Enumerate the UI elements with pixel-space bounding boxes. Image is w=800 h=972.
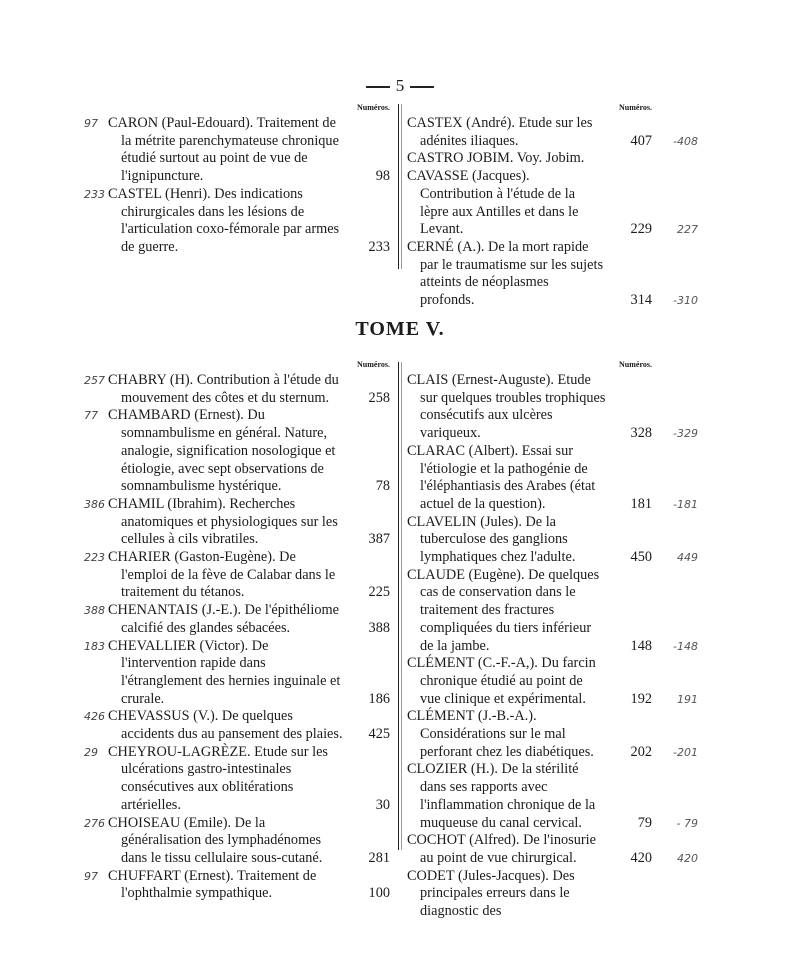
entry-number: 314 — [630, 292, 652, 309]
entry-text: CARON (Paul-Edouard). Traitement de la métrite parenchymateuse chronique étudié surtout au point de vue de l'ignipuncture. — [108, 115, 339, 185]
handwritten-correction: 191 — [677, 692, 698, 706]
catalog-entry — [84, 549, 390, 602]
entry-text: CLÉMENT (C.-F.-A,). Du farcin chronique étudié au point de vue clinique et expérimental. — [407, 655, 596, 707]
entry-number: 100 — [368, 885, 390, 902]
handwritten-correction: 420 — [677, 851, 698, 865]
entry-text: CHOISEAU (Emile). De la généralisation des lymphadénomes dans le tissu cellulaire sous-cutané. — [108, 814, 323, 866]
catalog-entry — [407, 761, 698, 832]
column-header: Numéros. — [357, 103, 390, 112]
entry-number: 281 — [368, 849, 390, 866]
entry-text: CLAVELIN (Jules). De la tuberculose des ganglions lymphatiques chez l'adulte. — [407, 513, 576, 566]
handwritten-correction: -329 — [673, 427, 698, 441]
catalog-entry — [84, 602, 390, 637]
entry-text: CHUFFART (Ernest). Traitement de l'ophthalmie sympathique. — [108, 867, 317, 902]
bottom-column-divider — [398, 362, 399, 850]
column-header: Numéros. — [619, 360, 652, 369]
entry-number: 186 — [368, 690, 390, 707]
entry-number: 192 — [630, 690, 652, 707]
entry-text: CLÉMENT (J.-B.-A.). Considérations sur le mal perforant chez les diabétiques. — [407, 708, 594, 760]
entry-text: COCHOT (Alfred). De l'inosurie au point de vue chirurgical. — [407, 832, 596, 866]
entry-text: CODET (Jules-Jacques). Des principales erreurs dans le diagnostic des — [407, 867, 575, 920]
entry-number: 328 — [630, 425, 652, 442]
entry-text: CERNÉ (A.). De la mort rapide par le traumatisme sur les sujets atteints de néoplasmes profonds. — [407, 238, 604, 309]
catalog-entry — [84, 867, 390, 903]
entry-text: CHEVALLIER (Victor). De l'intervention rapide dans l'étranglement des hernies inguinale et crurale. — [108, 637, 341, 707]
handwritten-correction: - 79 — [676, 816, 698, 830]
bottom-left-column — [84, 360, 390, 903]
handwritten-margin-number: 183 — [84, 639, 105, 653]
entry-number: 202 — [630, 743, 652, 760]
top-column-divider — [398, 104, 399, 269]
handwritten-margin-number: 77 — [84, 409, 98, 423]
entry-text: CHAMIL (Ibrahim). Recherches anatomiques et physiologiques sur les cellules à cils vibratiles. — [108, 495, 338, 548]
top-right-column — [407, 103, 698, 310]
entry-number: 233 — [368, 238, 390, 255]
handwritten-margin-number: 426 — [84, 710, 105, 724]
catalog-entry — [407, 372, 698, 443]
catalog-entry — [84, 814, 390, 868]
catalog-entry — [407, 513, 698, 567]
entry-text: CHABRY (H). Contribution à l'étude du mouvement des côtes et du sternum. — [108, 372, 339, 406]
catalog-entry — [407, 442, 698, 514]
entry-number: 407 — [630, 132, 652, 149]
page-number-rule-left — [366, 86, 390, 88]
handwritten-correction: -310 — [673, 294, 698, 308]
bottom-column-divider-inner — [401, 362, 402, 850]
handwritten-margin-number: 97 — [84, 869, 98, 883]
handwritten-correction: -408 — [673, 134, 698, 148]
entry-number: 450 — [630, 549, 652, 566]
entry-text: CHENANTAIS (J.-E.). De l'épithéliome calcifié des glandes sébacées. — [108, 602, 339, 636]
entry-text: CAVASSE (Jacques). Contribution à l'étude de la lèpre aux Antilles et dans le Levant. — [407, 168, 579, 238]
entry-number: 258 — [368, 389, 390, 406]
catalog-entry — [407, 655, 698, 708]
handwritten-correction: -181 — [673, 497, 698, 511]
catalog-entry — [407, 566, 698, 656]
top-column-divider-inner — [401, 104, 402, 269]
entry-number: 148 — [630, 637, 652, 654]
catalog-entry — [407, 708, 698, 761]
entry-number: 388 — [368, 619, 390, 636]
page-number — [0, 76, 800, 96]
handwritten-margin-number: 257 — [84, 374, 105, 387]
handwritten-correction: 449 — [677, 551, 698, 565]
entry-number: 78 — [375, 478, 390, 495]
catalog-entry — [84, 372, 390, 407]
page-number-rule-right — [410, 86, 434, 88]
entry-text: CLOZIER (H.). De la stérilité dans ses rapports avec l'inflammation chronique de la muqueuse du canal cervical. — [407, 761, 596, 831]
catalog-entry — [407, 832, 698, 867]
handwritten-correction: 227 — [677, 223, 698, 237]
catalog-entry — [407, 868, 652, 921]
handwritten-margin-number: 388 — [84, 604, 105, 618]
entry-number: 181 — [630, 495, 652, 512]
top-left-column — [84, 103, 390, 257]
entry-number: 387 — [368, 531, 390, 548]
entry-text: CASTRO JOBIM. Voy. Jobim. — [407, 150, 585, 167]
column-header: Numéros. — [619, 103, 652, 112]
entry-number: 98 — [375, 168, 390, 185]
catalog-entry — [84, 495, 390, 549]
entry-number: 425 — [368, 726, 390, 743]
entry-number: 229 — [630, 221, 652, 238]
entry-text: CLARAC (Albert). Essai sur l'étiologie et la pathogénie de l'éléphantiasis des Arabes (état actuel de la question). — [407, 442, 596, 512]
handwritten-margin-number: 233 — [84, 187, 105, 201]
entry-number: 420 — [630, 849, 652, 866]
entry-text: CHAMBARD (Ernest). Du somnambulisme en général. Nature, analogie, signification nosologique et étiologie, avec sept observations de somnambulisme hystérique. — [108, 407, 336, 495]
catalog-entry — [84, 743, 390, 815]
catalog-entry — [407, 150, 652, 168]
handwritten-margin-number: 97 — [84, 117, 98, 130]
tome-title: TOME V. — [355, 318, 445, 340]
catalog-entry — [84, 637, 390, 709]
entry-number: 79 — [637, 814, 652, 831]
handwritten-correction: -148 — [673, 639, 698, 653]
column-header: Numéros. — [357, 360, 390, 369]
entry-number: 30 — [375, 796, 390, 813]
handwritten-correction: -201 — [673, 745, 698, 759]
entry-text: CHEYROU-LAGRÈZE. Etude sur les ulcérations gastro-intestinales consécutives aux oblitérations artérielles. — [108, 743, 328, 813]
entry-text: CASTEX (André). Etude sur les adénites iliaques. — [407, 115, 593, 149]
entry-number: 225 — [368, 584, 390, 601]
handwritten-margin-number: 386 — [84, 497, 105, 511]
handwritten-margin-number: 276 — [84, 816, 105, 830]
catalog-entry — [407, 238, 698, 310]
handwritten-margin-number: 29 — [84, 745, 98, 759]
catalog-entry — [84, 407, 390, 496]
catalog-entry — [84, 185, 390, 257]
catalog-entry — [84, 708, 390, 743]
entry-text: CHARIER (Gaston-Eugène). De l'emploi de la fève de Calabar dans le traitement du tétanos. — [108, 549, 336, 601]
catalog-entry — [84, 115, 390, 186]
bottom-right-column — [407, 360, 698, 921]
page-number-text: 5 — [395, 76, 405, 95]
entry-text: CLAIS (Ernest-Auguste). Etude sur quelques troubles trophiques consécutifs aux ulcères variqueux. — [407, 372, 606, 442]
entry-text: CLAUDE (Eugène). De quelques cas de conservation dans le traitement des fractures compliquées du tiers inférieur de la jambe. — [407, 566, 600, 654]
catalog-entry — [407, 115, 698, 150]
entry-text: CHEVASSUS (V.). De quelques accidents dus au pansement des plaies. — [108, 708, 343, 743]
handwritten-margin-number: 223 — [84, 551, 105, 565]
entry-text: CASTEL (Henri). Des indications chirurgicales dans les lésions de l'articulation coxo-fémorale par armes de guerre. — [108, 185, 340, 255]
catalog-entry — [407, 168, 698, 239]
